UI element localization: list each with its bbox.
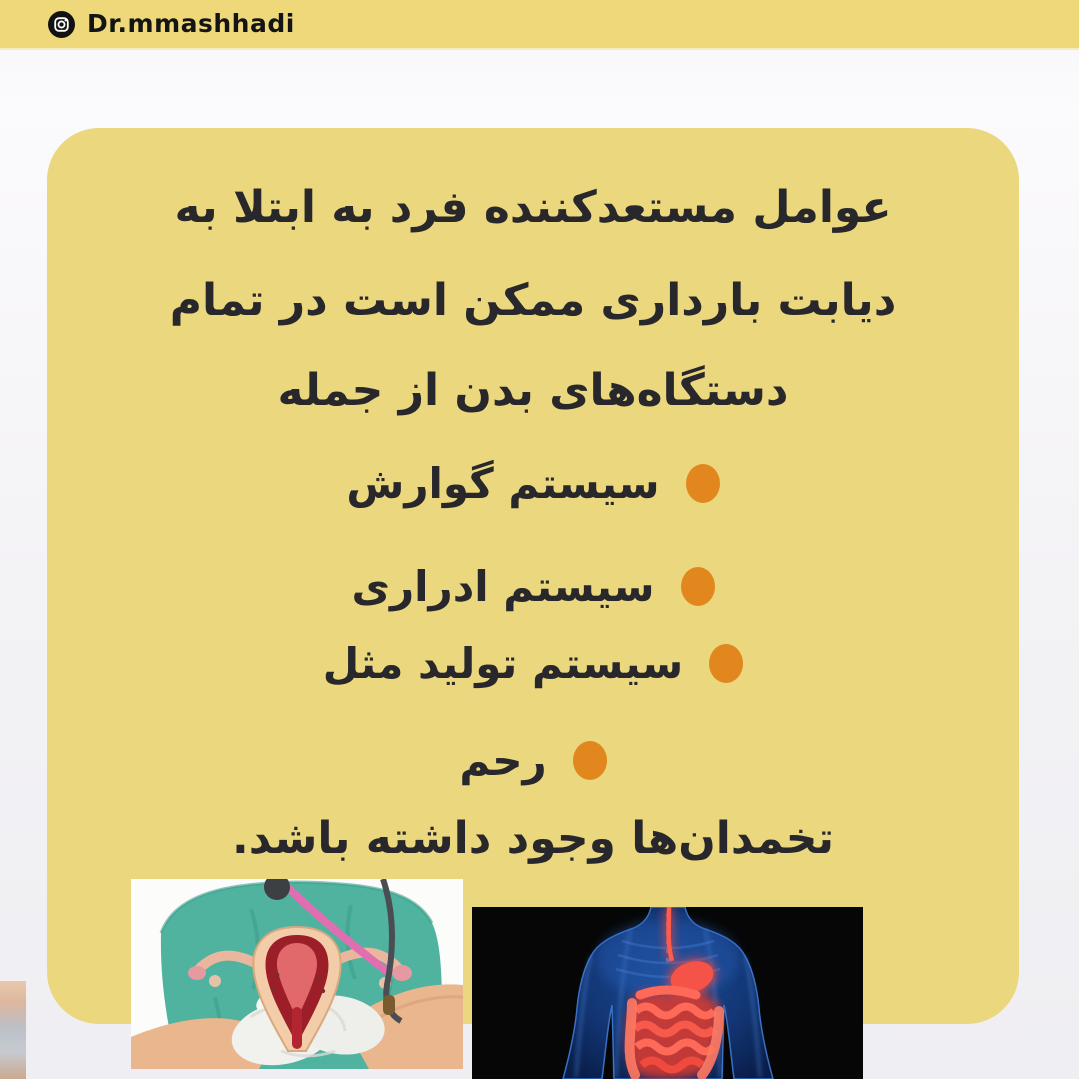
instagram-icon (48, 11, 75, 38)
line-text: سیستم گوارش (346, 458, 660, 508)
account-handle: Dr.mmashhadi (87, 8, 295, 38)
text-line (47, 350, 1019, 430)
bullet-dot (681, 567, 715, 606)
line-text: دستگاه‌های بدن از جمله (277, 364, 789, 416)
line-text: تخمدان‌ها وجود داشته باشد. (232, 812, 835, 864)
digestive-xray-photo (472, 907, 863, 1079)
bullet-dot (573, 741, 607, 780)
cropped-photo-fragment (0, 981, 26, 1079)
line-text: عوامل مستعدکننده فرد به ابتلا به (174, 181, 892, 233)
bullet-dot (686, 464, 720, 503)
text-line (47, 798, 1019, 878)
text-line (47, 260, 1019, 340)
text-line (47, 167, 1019, 247)
line-text: سیستم ادراری (351, 561, 655, 611)
nurse-uterus-model-photo (131, 879, 463, 1069)
bullet-line (47, 720, 1019, 800)
bullet-line (47, 623, 1019, 703)
header-bar (0, 0, 1079, 50)
line-text: سیستم تولید مثل (322, 638, 684, 688)
bullet-dot (709, 644, 743, 683)
line-text: رحم (459, 735, 547, 785)
line-text: دیابت بارداری ممکن است در تمام (169, 274, 897, 326)
bullet-line (47, 443, 1019, 523)
bullet-line (47, 546, 1019, 626)
